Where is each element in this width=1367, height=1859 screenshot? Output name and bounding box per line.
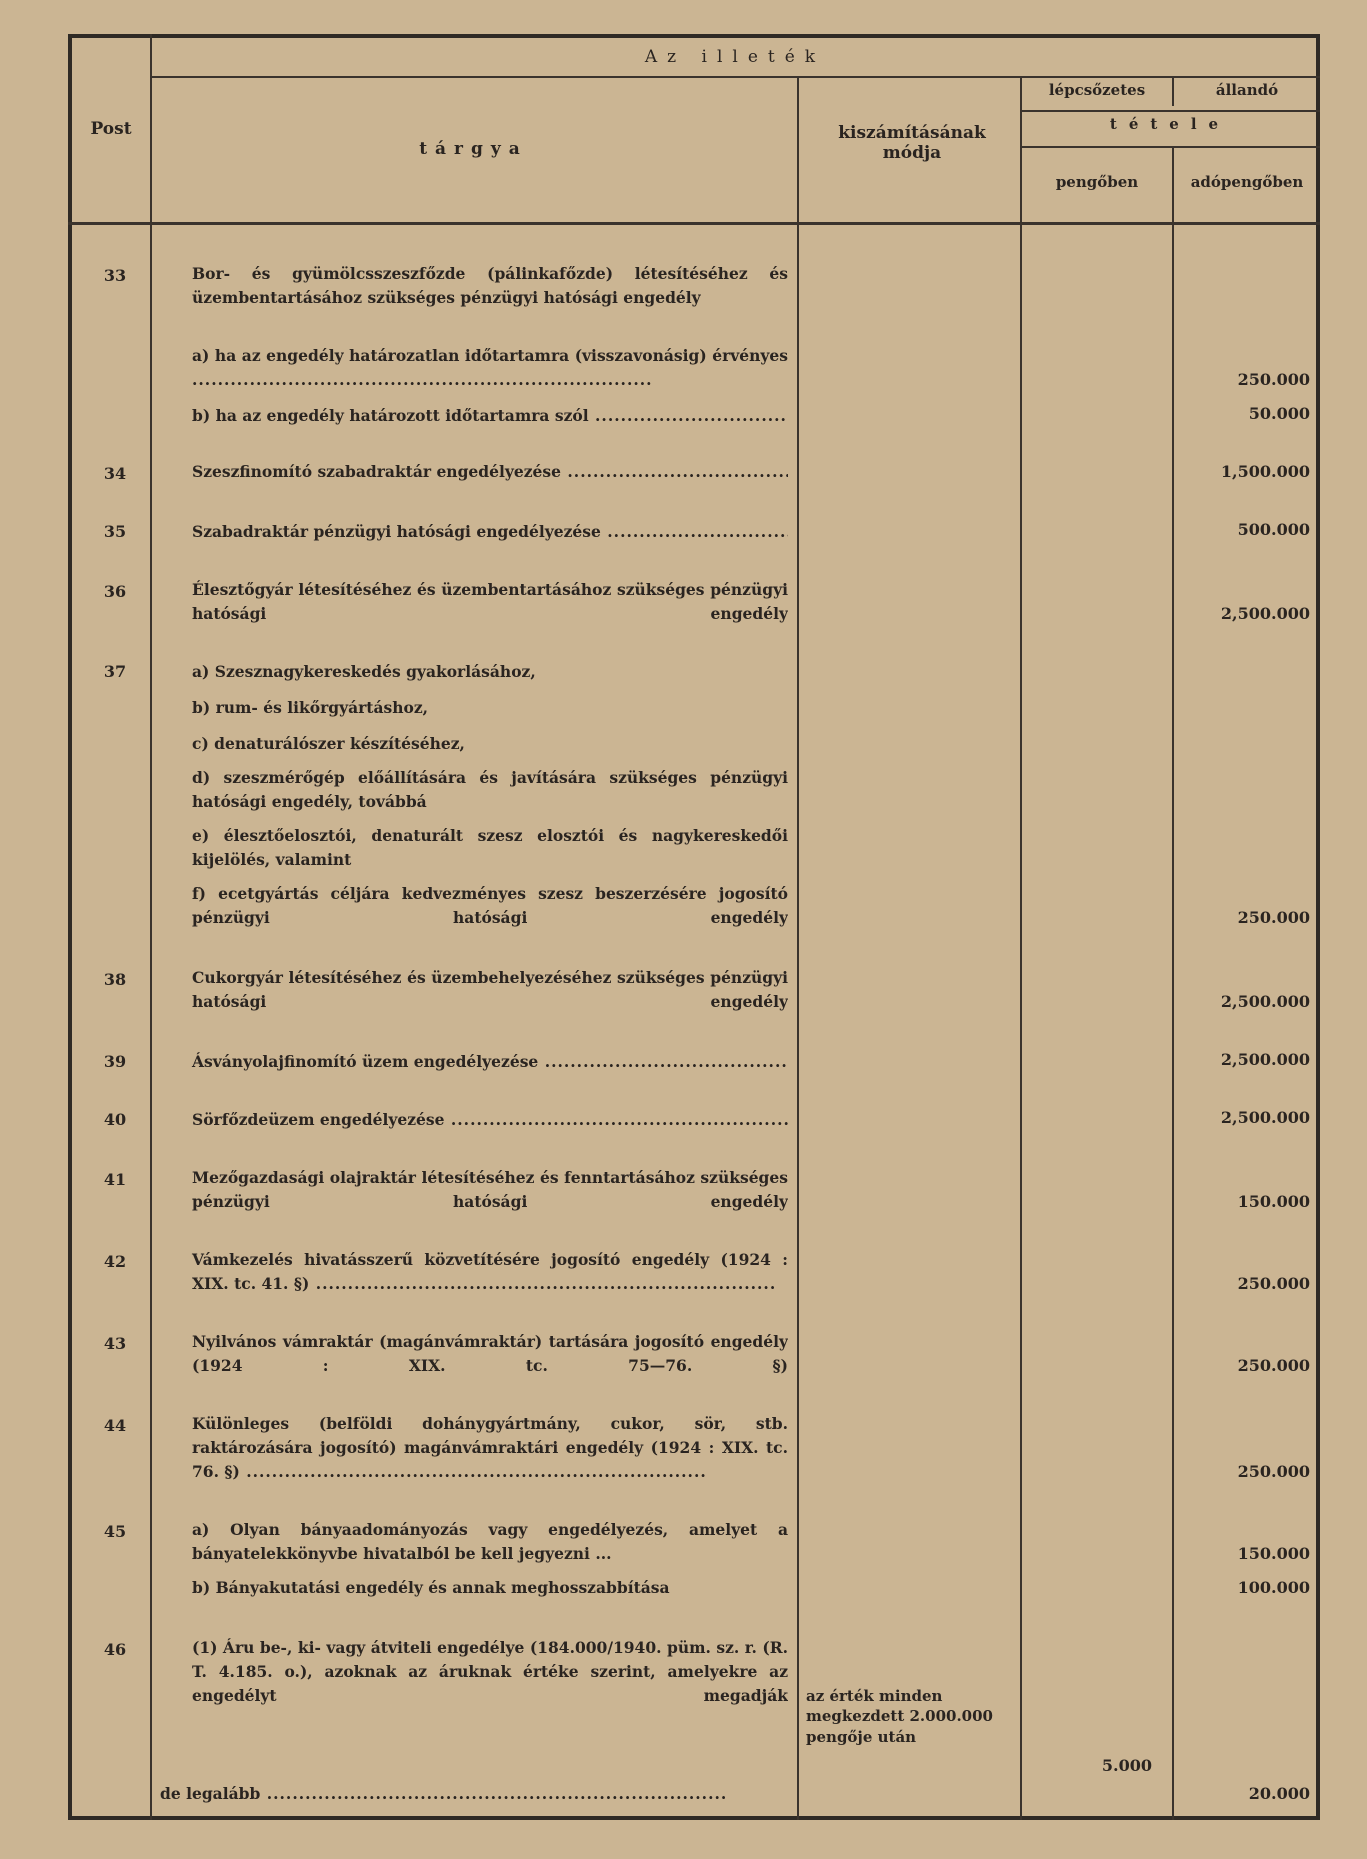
fee-title: Az illeték: [644, 47, 826, 67]
row-text: Nyilvános vámraktár (magánvámraktár) tartására jogosító engedély (1924 : XIX. tc. 75—76. §) .....: [166, 1330, 788, 1380]
fixed-value: 250.000: [1237, 1274, 1310, 1293]
pengo-header: pengőben: [1055, 173, 1139, 191]
header-line-2: [1020, 110, 1320, 112]
post-number: 33: [103, 266, 127, 285]
row-text: Ásványolajfinomító üzem engedélyezése .....: [166, 1050, 788, 1074]
fixed-value: 250.000: [1237, 1356, 1310, 1375]
fixed-value: 20.000: [1248, 1784, 1310, 1803]
col-divider-pengo: [1172, 148, 1174, 1820]
row-text: Különleges (belföldi dohánygyártmány, cukor, sör, stb. raktározására jogosító) magánvámraktári engedély (1924 : XIX. tc. 76. §) .....: [166, 1412, 788, 1488]
row-text: Vámkezelés hivatásszerű közvetítésére jogosító engedély (1924 : XIX. tc. 41. §) .....: [166, 1248, 788, 1298]
fixed-value: 250.000: [1237, 1462, 1310, 1481]
header-line-3: [1020, 146, 1320, 148]
fixed-value: 250.000: [1237, 370, 1310, 389]
fixed-value: 500.000: [1237, 520, 1310, 539]
row-text: Sörfőzdeüzem engedélyezése .....: [166, 1108, 788, 1132]
row-text: Mezőgazdasági olajraktár létesítéséhez és fenntartásához szükséges pénzügyi hatósági engedély .....: [166, 1166, 788, 1216]
fixed-value: 50.000: [1248, 404, 1310, 423]
calc-method-header: kiszámításának módja: [838, 123, 986, 163]
fixed-value: 150.000: [1237, 1192, 1310, 1211]
post-number: 36: [103, 582, 127, 601]
fixed-value: 1,500.000: [1220, 462, 1310, 481]
row-text: (1) Áru be-, ki- vagy átviteli engedélye (184.000/1940. püm. sz. r. (R. T. 4.185. o.), azoknak az áruknak értéke szerint, amelyekre az engedélyt megadják .....: [166, 1636, 788, 1712]
header-line-1: [150, 76, 1320, 78]
row-text: c) denaturálószer készítéséhez,: [192, 734, 465, 753]
row-text: de legalább .....: [160, 1782, 788, 1806]
items-header: tétele: [1109, 115, 1231, 133]
row-text: f) ecetgyártás céljára kedvezményes szesz beszerzésére jogosító pénzügyi hatósági engedély .....: [166, 882, 788, 932]
row-text: Élesztőgyár létesítéséhez és üzembentartásához szükséges pénzügyi hatósági engedély .....: [166, 578, 788, 628]
post-number: 44: [103, 1416, 127, 1435]
row-text: b) Bányakutatási engedély és annak meghosszabbítása: [192, 1578, 670, 1597]
row-text: Cukorgyár létesítéséhez és üzembehelyezéséhez szükséges pénzügyi hatósági engedély .....: [166, 966, 788, 1016]
post-number: 35: [103, 522, 127, 541]
row-text: a) Olyan bányaadományozás vagy engedélyezés, amelyet a bányatelekkönyvbe hivatalból be kell jegyezni ...: [192, 1520, 788, 1564]
post-number: 45: [103, 1522, 127, 1541]
progressive-header: lépcsőzetes: [1048, 81, 1146, 99]
subject-header: tárgya: [419, 139, 528, 159]
fixed-value: 2,500.000: [1220, 1050, 1310, 1069]
row-text: b) ha az engedély határozott időtartamra szól .....: [166, 404, 788, 428]
header-bottom-line: [68, 222, 1320, 225]
post-number: 34: [103, 464, 127, 483]
post-number: 46: [103, 1640, 127, 1659]
post-number: 38: [103, 970, 127, 989]
tax-pengo-header: adópengőben: [1190, 173, 1304, 191]
fixed-value: 2,500.000: [1220, 992, 1310, 1011]
fixed-value: 2,500.000: [1220, 604, 1310, 623]
row-text: a) ha az engedély határozatlan időtartamra (visszavonásig) érvényes .....: [166, 344, 788, 392]
row-text: d) szeszmérőgép előállítására és javítására szükséges pénzügyi hatósági engedély, továbbá: [192, 768, 788, 812]
row-text: Bor- és gyümölcsszeszfőzde (pálinkafőzde) létesítéséhez és üzembentartásához szükséges pénzügyi hatósági engedély: [192, 264, 788, 308]
fixed-value: 100.000: [1237, 1578, 1310, 1597]
post-header: Post: [90, 119, 132, 139]
fixed-value: 2,500.000: [1220, 1108, 1310, 1127]
post-number: 42: [103, 1252, 127, 1271]
post-number: 40: [103, 1110, 127, 1129]
row-text: Szabadraktár pénzügyi hatósági engedélyezése .....: [166, 520, 788, 544]
col-divider-post: [150, 34, 152, 1820]
post-number: 39: [103, 1052, 127, 1071]
col-divider-subject: [797, 78, 799, 1820]
row-text: e) élesztőelosztói, denaturált szesz elosztói és nagykereskedői kijelölés, valamint: [192, 826, 788, 870]
post-number: 41: [103, 1170, 127, 1189]
post-number: 37: [103, 662, 127, 681]
col-divider-calc: [1020, 78, 1022, 1820]
progressive-value: 5.000: [1101, 1756, 1152, 1775]
post-number: 43: [103, 1334, 127, 1353]
row-text: a) Szesznagykereskedés gyakorlásához,: [192, 662, 536, 681]
row-text: b) rum- és likőrgyártáshoz,: [192, 698, 429, 717]
fixed-value: 250.000: [1237, 908, 1310, 927]
calc-method-note: az érték minden megkezdett 2.000.000 pengője után: [806, 1687, 993, 1746]
fixed-value: 150.000: [1237, 1544, 1310, 1563]
row-text: Szeszfinomító szabadraktár engedélyezése .....: [166, 460, 788, 484]
fixed-header: állandó: [1215, 81, 1279, 99]
